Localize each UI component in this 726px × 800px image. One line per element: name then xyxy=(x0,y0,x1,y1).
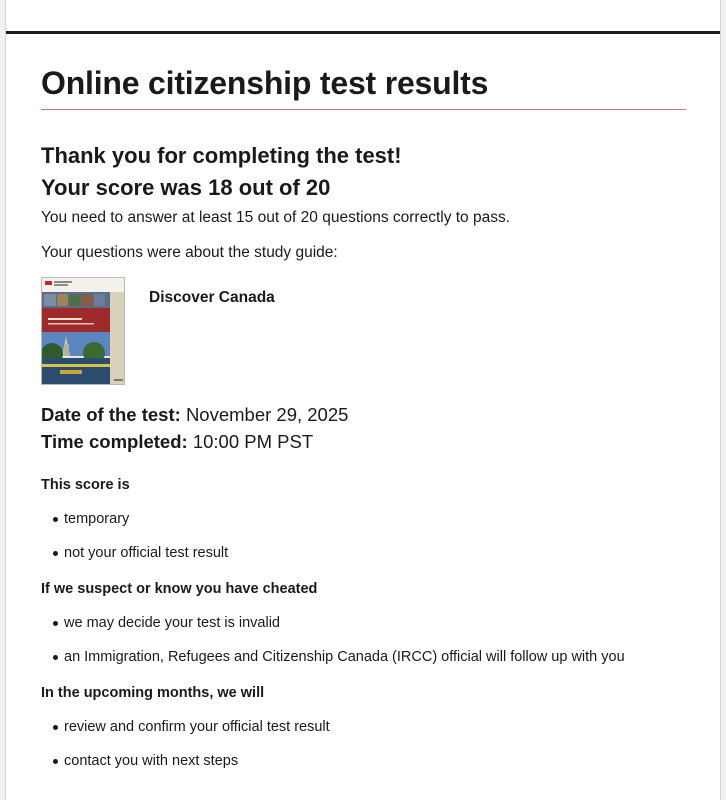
list-item: not your official test result xyxy=(41,543,686,563)
score-is-heading: This score is xyxy=(41,477,130,493)
page-title: Online citizenship test results xyxy=(41,65,489,101)
test-date-row xyxy=(41,401,686,428)
time-completed-value: 10:00 PM PST xyxy=(192,431,314,452)
discover-canada-cover-icon xyxy=(42,278,125,385)
time-completed-label: Time completed: xyxy=(41,431,188,452)
study-guide-intro: Your questions were about the study guide: xyxy=(41,244,338,261)
list-item: temporary xyxy=(41,509,686,529)
main-content xyxy=(41,62,686,771)
list-item: we may decide your test is invalid xyxy=(41,613,686,633)
test-date-label: Date of the test: xyxy=(41,404,181,425)
score-is-list xyxy=(41,509,686,563)
bullet-icon xyxy=(53,655,58,660)
upcoming-list xyxy=(41,717,686,771)
cheated-list xyxy=(41,613,686,667)
pass-requirement-text: You need to answer at least 15 out of 20 questions correctly to pass. xyxy=(41,209,511,226)
thanks-heading: Thank you for completing the test! xyxy=(41,143,402,168)
list-item: review and confirm your official test result xyxy=(41,717,686,737)
test-date-value: November 29, 2025 xyxy=(185,404,349,425)
title-divider xyxy=(41,109,686,110)
cheated-heading: If we suspect or know you have cheated xyxy=(41,581,318,597)
study-guide-cover-image xyxy=(41,277,125,385)
score-heading: Your score was 18 out of 20 xyxy=(41,175,331,200)
test-details xyxy=(41,401,686,455)
study-guide-row xyxy=(41,277,686,385)
bullet-icon xyxy=(53,725,58,730)
top-divider xyxy=(6,31,720,34)
results-page xyxy=(5,0,721,800)
bullet-icon xyxy=(53,621,58,626)
bullet-icon xyxy=(53,759,58,764)
upcoming-heading: In the upcoming months, we will xyxy=(41,685,265,701)
list-item: contact you with next steps xyxy=(41,751,686,771)
study-guide-name: Discover Canada xyxy=(149,289,275,306)
list-item: an Immigration, Refugees and Citizenship Canada (IRCC) official will follow up with you xyxy=(41,647,686,667)
time-completed-row xyxy=(41,428,686,455)
bullet-icon xyxy=(53,551,58,556)
bullet-icon xyxy=(53,517,58,522)
